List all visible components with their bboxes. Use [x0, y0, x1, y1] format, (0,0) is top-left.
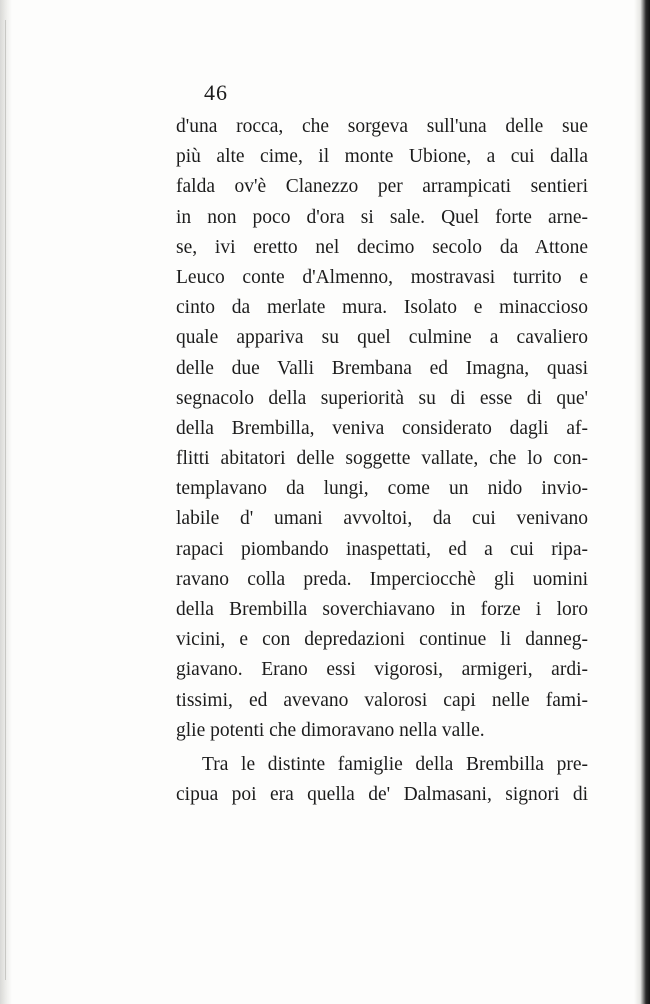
text-line: flitti abitatori delle soggette vallate, che lo con- — [176, 448, 588, 470]
text-line: delle due Valli Brembana ed Imagna, quasi — [176, 357, 588, 379]
text-line: cinto da merlate mura. Isolato e minaccioso — [176, 297, 588, 319]
text-line: Leuco conte d'Almenno, mostravasi turrito e — [176, 266, 588, 288]
text-line: d'una rocca, che sorgeva sull'una delle sue — [176, 116, 588, 137]
text-line: segnacolo della superiorità su di esse di que' — [176, 387, 588, 409]
text-line: labile d' umani avvoltoi, da cui venivano — [176, 508, 588, 530]
text-line: vicini, e con depredazioni continue li danneg- — [176, 629, 588, 651]
text-line: se, ivi eretto nel decimo secolo da Attone — [176, 236, 588, 258]
text-line: quale appariva su quel culmine a cavaliero — [176, 327, 588, 349]
body-text — [176, 112, 588, 810]
text-line: giavano. Erano essi vigorosi, armigeri, ardi- — [176, 659, 588, 681]
page-number: 46 — [204, 80, 228, 105]
text-line: cipua poi era quella de' Dalmasani, signori di — [176, 784, 588, 806]
page-right-edge — [634, 0, 650, 1004]
text-line: rapaci piombando inaspettati, ed a cui ripa- — [176, 538, 588, 560]
text-line: ravano colla preda. Imperciocchè gli uomini — [176, 568, 588, 590]
text-line: falda ov'è Clanezzo per arrampicati sentieri — [176, 176, 588, 198]
text-line: più alte cime, il monte Ubione, a cui dalla — [176, 146, 588, 168]
text-line: templavano da lungi, come un nido invio- — [176, 478, 588, 500]
text-line: della Brembilla soverchiavano in forze i loro — [176, 599, 588, 620]
text-line: Tra le distinte famiglie della Brembilla pre- — [202, 753, 588, 775]
text-line: tissimi, ed avevano valorosi capi nelle fami- — [176, 689, 588, 711]
text-line: della Brembilla, veniva considerato dagli af- — [176, 417, 588, 439]
text-line: in non poco d'ora si sale. Quel forte arne- — [176, 206, 588, 228]
page-left-edge — [0, 0, 12, 1004]
page-left-edge-line — [5, 20, 6, 980]
text-line: glie potenti che dimoravano nella valle. — [176, 719, 485, 741]
